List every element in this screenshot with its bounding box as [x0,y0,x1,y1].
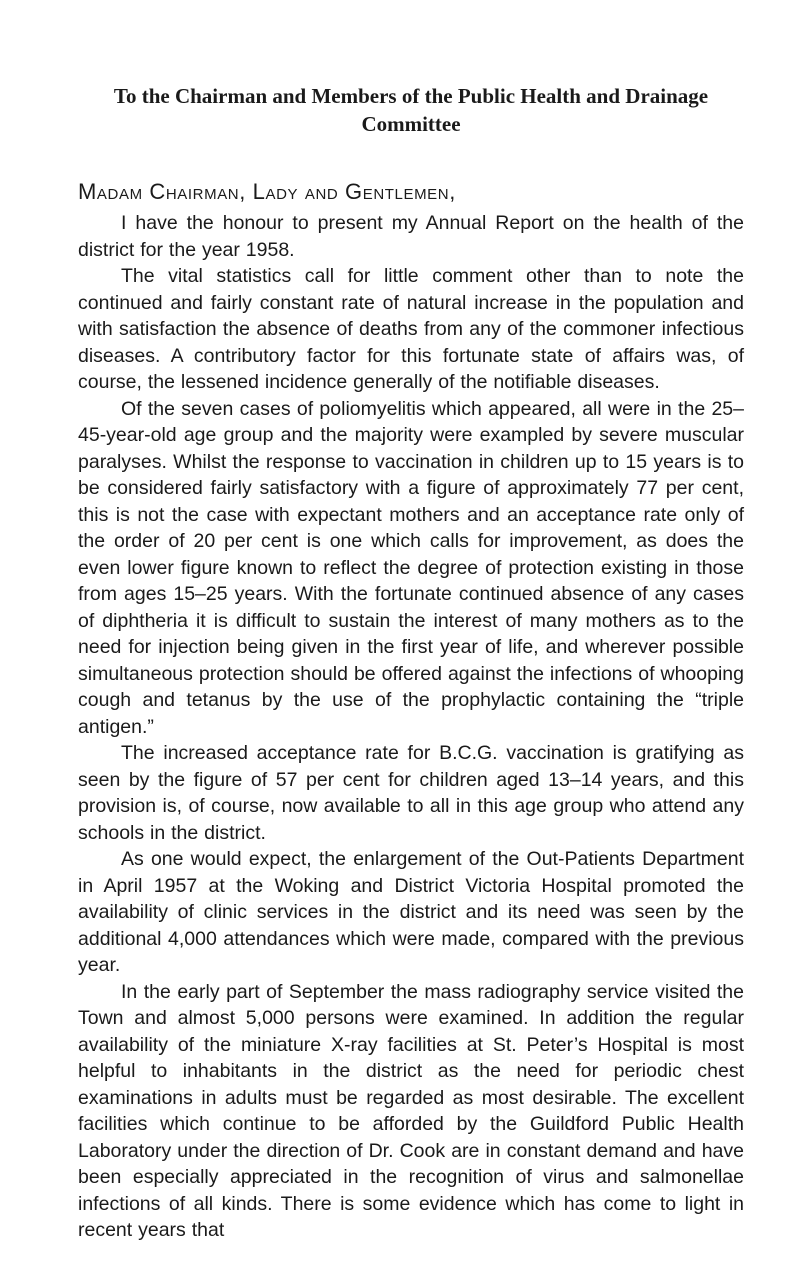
heading-line-1: To the Chairman and Members of the Public Health and Drainage [113,84,709,108]
document-page [78,82,744,1244]
paragraph-radiography: In the early part of September the mass radiography service visited the Town and almost 5,000 persons were examined. In addition the regular availability of the miniature X-ray facilities at St. Peter’s Hospital is most helpful to inhabitants in the district as the need for periodic chest examinations in adults must be regarded as most desirable. The excellent facilities which continue to be afforded by the Guildford Public Health Laboratory under the direction of Dr. Cook are in constant demand and have been especially appreciated in the recognition of virus and salmonellae infections of all kinds. There is some evidence which has come to light in recent years that [78,980,744,1241]
paragraph-poliomyelitis: Of the seven cases of poliomyelitis which appeared, all were in the 25–45-year-old age group and the majority were exampled by severe muscular paralyses. Whilst the response to vaccination in children up to 15 years is to be considered fairly satisfactory with a figure of approximately 77 per cent, this is not the case with expectant mothers and an acceptance rate only of the order of 20 per cent is one which calls for improvement, as does the even lower figure known to reflect the degree of protection existing in those from ages 15–25 years. With the fortunate continued absence of any cases of diphtheria it is difficult to sustain the interest of many mothers as to the need for injection being given in the first year of life, and wherever possible simultaneous protection should be offered against the infections of whooping cough and tetanus by the use of the prophylactic containing the “triple antigen.” [78,397,744,738]
paragraph-out-patients: As one would expect, the enlargement of the Out-Patients Department in April 1957 at the Woking and District Victoria Hospital promoted the availability of clinic services in the district and its need was seen by the additional 4,000 attendances which were made, compared with the previous year. [78,848,744,976]
paragraph-vital-statistics: The vital statistics call for little comment other than to note the continued and fairly constant rate of natural increase in the population and with satisfaction the absence of deaths from any of the commoner infectious diseases. A contributory factor for this fortunate state of affairs was, of course, the lessened incidence generally of the notifiable diseases. [78,265,744,393]
paragraph-bcg-vaccination: The increased acceptance rate for B.C.G. vaccination is gratifying as seen by the figure of 57 per cent for children aged 13–14 years, and this provision is, of course, now available to all in this age group who attend any schools in the district. [78,742,744,844]
heading-line-2: Committee [361,112,461,136]
report-heading [78,82,744,138]
paragraph-intro: I have the honour to present my Annual Report on the health of the district for the year 1958. [78,212,744,261]
salutation: Madam Chairman, Lady and Gentlemen, [78,179,456,204]
